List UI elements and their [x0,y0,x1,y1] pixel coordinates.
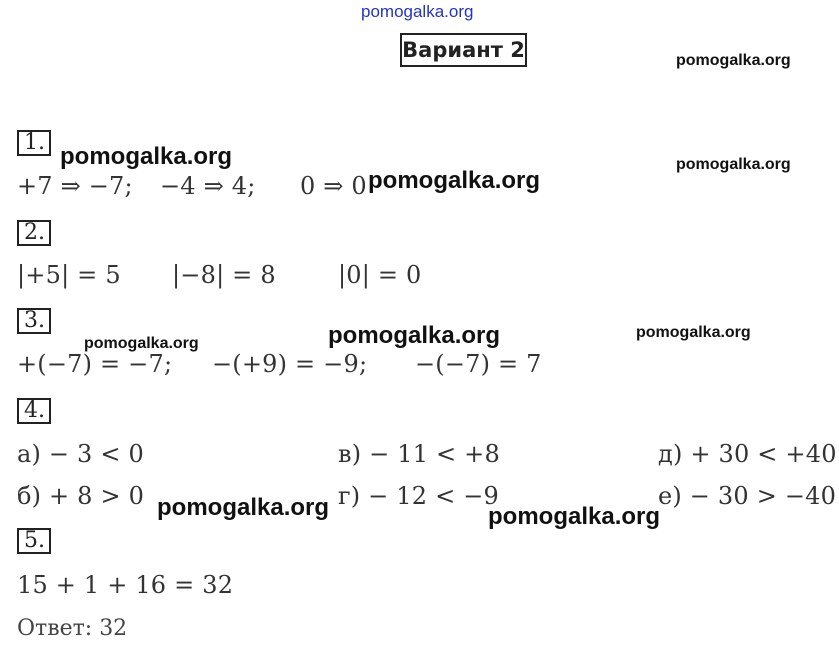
variant-title: Вариант 2 [400,33,527,67]
watermark: pomogalka.org [636,324,751,341]
task-1-item-2: −4 ⇒ 4; [160,172,256,200]
task-4-number: 4. [17,398,51,424]
task-3-item-2: −(+9) = −9; [212,350,368,378]
watermark: pomogalka.org [84,335,199,352]
task-4-item-b: б) + 8 > 0 [17,482,145,510]
watermark: pomogalka.org [488,503,661,530]
watermark: pomogalka.org [60,143,233,170]
task-2-item-3: |0| = 0 [338,261,422,289]
task-5-number: 5. [17,528,51,554]
task-4-item-e: е) − 30 > −40 [658,482,837,510]
watermark-top: pomogalka.org [361,2,474,21]
task-2-item-1: |+5| = 5 [17,261,121,289]
task-3-item-3: −(−7) = 7 [415,350,542,378]
watermark: pomogalka.org [157,494,330,521]
task-3-item-1: +(−7) = −7; [17,350,173,378]
task-4-item-d: д) + 30 < +40 [658,440,837,468]
task-2-number: 2. [17,220,51,246]
task-4-item-v: в) − 11 < +8 [338,440,500,468]
watermark: pomogalka.org [328,322,501,349]
task-1-item-1: +7 ⇒ −7; [17,172,133,200]
task-1-item-3: 0 ⇒ 0 [300,172,367,200]
task-4-item-a: а) − 3 < 0 [17,440,144,468]
task-3-number: 3. [17,308,51,334]
task-2-item-2: |−8| = 8 [172,261,276,289]
watermark: pomogalka.org [368,167,541,194]
task-4-item-g: г) − 12 < −9 [338,482,499,510]
answer-text: Ответ: 32 [17,616,128,641]
task-1-number: 1. [17,130,51,156]
watermark: pomogalka.org [676,52,791,69]
watermark: pomogalka.org [676,156,791,173]
task-5-expression: 15 + 1 + 16 = 32 [17,571,234,599]
